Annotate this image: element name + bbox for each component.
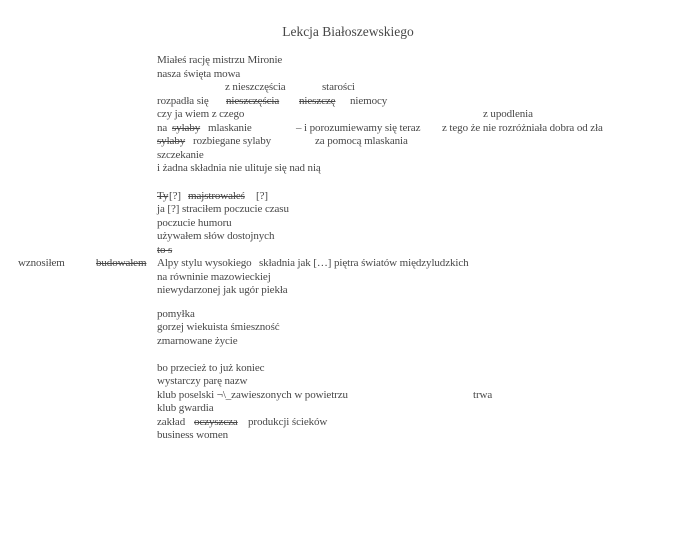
poem-segment: produkcji ścieków [248, 415, 328, 428]
poem-line [0, 122, 675, 135]
poem-segment: mlaskanie [208, 121, 252, 134]
poem-segment-struck: oczyszcza [194, 415, 238, 428]
poem-line [0, 375, 675, 388]
poem-segment: niewydarzonej jak ugór piekła [157, 284, 288, 296]
poem-line [0, 335, 675, 348]
poem-segment: zakład [157, 415, 186, 428]
poem-line [0, 108, 675, 121]
poem-segment: szczekanie [157, 148, 204, 161]
poem-segment: klub poselski ¬\_zawieszonych w powietrzu [157, 388, 348, 401]
poem-line [0, 217, 675, 230]
poem-segment: niemocy [350, 94, 388, 107]
poem-line [0, 362, 675, 375]
poem-segment-struck: sylaby [172, 121, 201, 134]
poem-line [0, 68, 675, 81]
poem-segment-struck: sylaby [157, 135, 186, 147]
poem-segment: na równinie mazowieckiej [157, 270, 271, 283]
poem-segment: starości [322, 81, 355, 93]
poem-segment: – i porozumiewamy się teraz [296, 121, 421, 134]
poem-line [0, 284, 675, 297]
poem-line [0, 162, 675, 175]
poem-segment: za pomocą mlaskania [315, 135, 408, 147]
poem-line [0, 149, 675, 162]
poem-segment-struck: to s [157, 243, 173, 256]
poem-line [0, 95, 675, 108]
poem-line [0, 81, 675, 94]
poem-segment: używałem słów dostojnych [157, 230, 275, 242]
poem-line [0, 54, 675, 67]
poem-line [0, 190, 675, 203]
poem-line [0, 308, 675, 321]
poem-segment: business women [157, 429, 229, 441]
poem-segment: wystarczy parę nazw [157, 375, 248, 387]
poem-segment-struck: nieszczę [299, 94, 336, 107]
poem-line [0, 271, 675, 284]
poem-line [0, 257, 675, 270]
poem-line [0, 416, 675, 429]
poem-segment: z tego że nie rozróżniała dobra od zła [442, 121, 603, 134]
poem-segment-struck: majstrowałeś [188, 189, 245, 202]
poem-segment: klub gwardia [157, 402, 214, 414]
poem-segment: pomyłka [157, 307, 195, 320]
poem-segment: zmarnowane życie [157, 334, 238, 347]
poem-line [0, 203, 675, 216]
poem-segment: poczucie humoru [157, 216, 232, 229]
poem-segment: wznosiłem [18, 257, 65, 269]
poem-line [0, 230, 675, 243]
poem-line [0, 321, 675, 334]
poem-segment: z upodlenia [483, 108, 533, 120]
poem-segment: i żadna składnia nie ulituje się nad nią [157, 162, 321, 174]
poem-segment: z nieszczęścia [225, 81, 286, 93]
poem-segment: czy ja wiem z czego [157, 108, 245, 120]
poem-line [0, 135, 675, 148]
poem-segment: rozpadła się [157, 94, 209, 107]
poem-segment: nasza święta mowa [157, 67, 241, 80]
poem-line [0, 244, 675, 257]
poem-segment-struck: nieszczęścia [226, 94, 280, 107]
poem-line [0, 389, 675, 402]
poem-segment: Miałeś rację mistrzu Mironie [157, 54, 283, 66]
poem-segment: trwa [473, 388, 493, 401]
poem-segment: na [157, 121, 168, 134]
poem-segment: składnia jak […] piętra światów międzyludzkich [259, 257, 469, 269]
poem-segment: bo przecież to już koniec [157, 361, 265, 374]
poem-segment: ja [?] straciłem poczucie czasu [157, 203, 289, 215]
poem-segment: [?] [256, 189, 268, 202]
poem-line [0, 402, 675, 415]
poem-segment: rozbiegane sylaby [193, 135, 272, 147]
poem-segment: gorzej wiekuista śmieszność [157, 321, 280, 333]
poem-segment: Alpy stylu wysokiego [157, 257, 252, 269]
poem-line [0, 429, 675, 442]
poem-segment-struck: budowałem [96, 257, 147, 269]
poem-segment: [?] [169, 189, 181, 202]
poem-segment-struck: Ty [157, 189, 169, 202]
poem-title: Lekcja Białoszewskiego [282, 24, 414, 39]
